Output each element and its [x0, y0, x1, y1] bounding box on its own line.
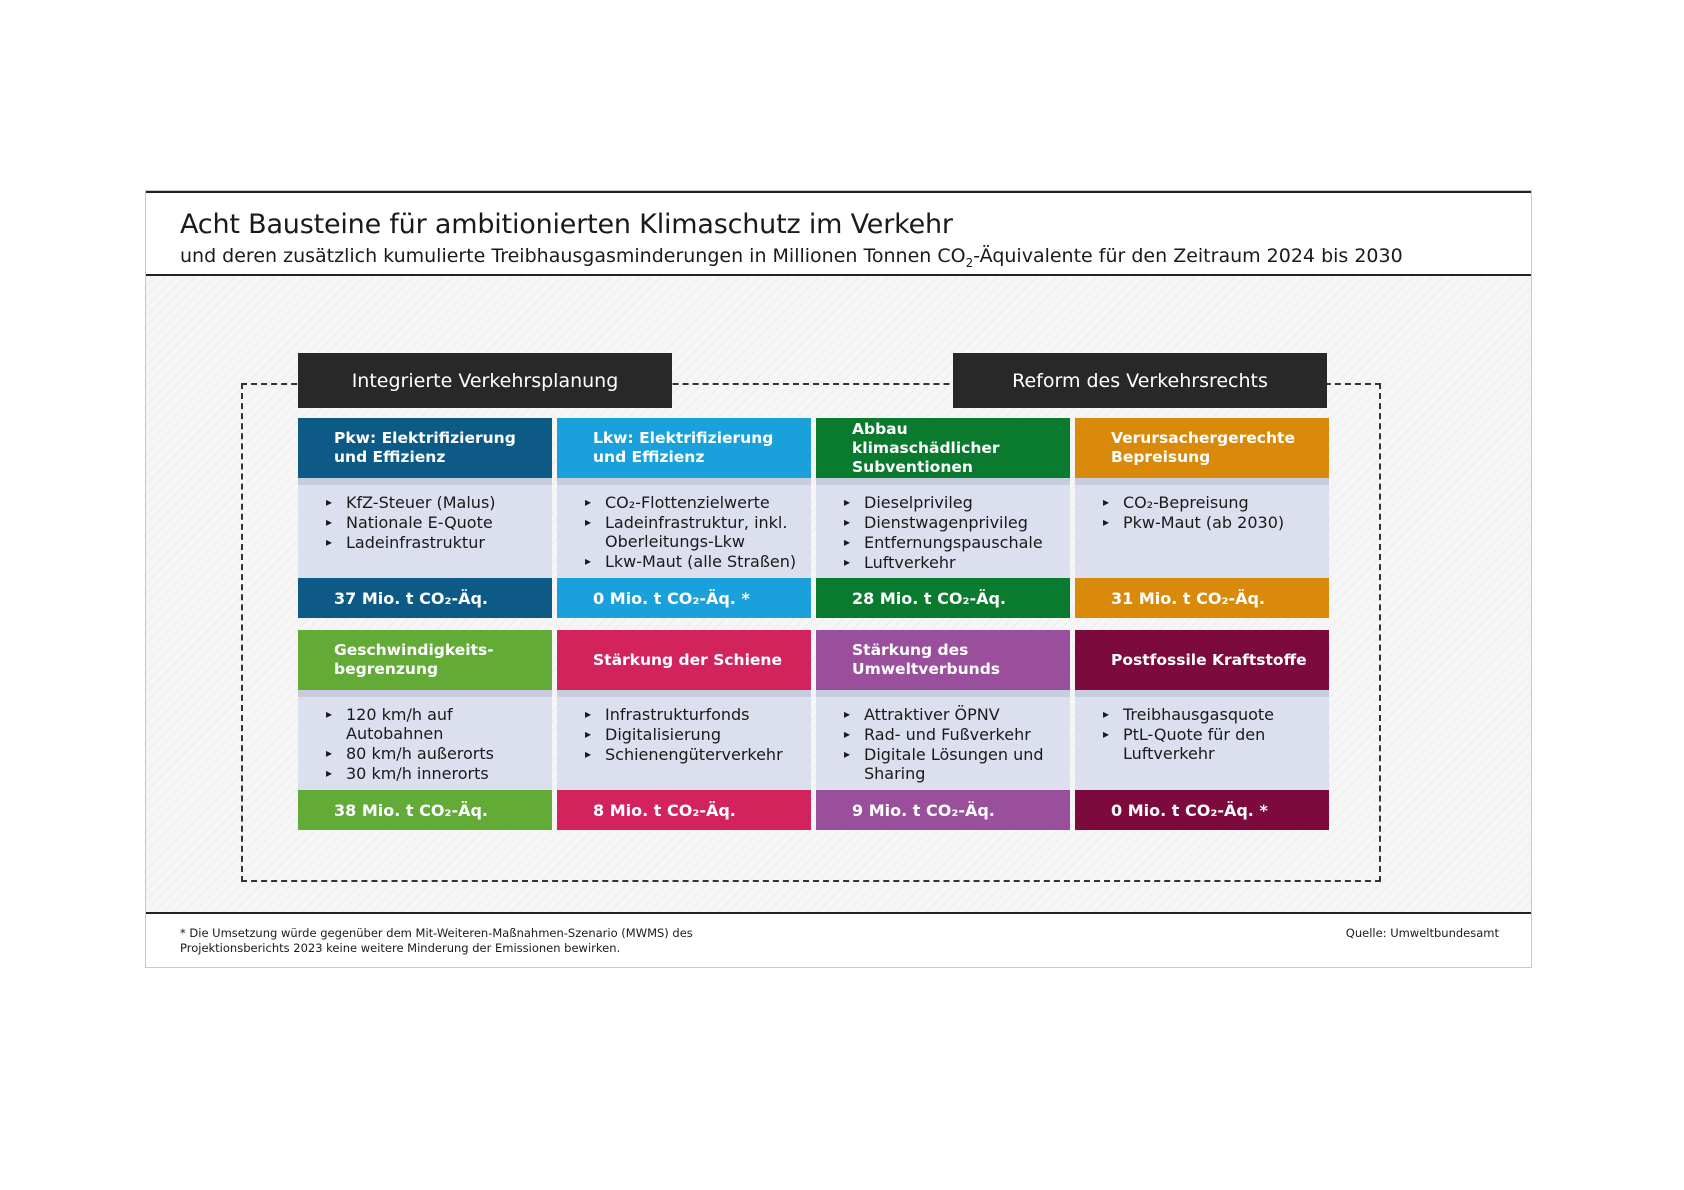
card-measures [298, 478, 552, 578]
card-reduction-value: 31 Mio. t CO₂-Äq. [1075, 578, 1329, 618]
header [146, 191, 1531, 276]
building-block-card [1075, 418, 1329, 618]
building-block-card [1075, 630, 1329, 830]
footer-divider [146, 912, 1531, 914]
measure-item: ▸ Entfernungspauschale [844, 533, 1060, 552]
subtitle [180, 245, 1403, 270]
subtitle-text-end: -Äquivalente für den Zeitraum 2024 bis 2030 [973, 245, 1403, 267]
measure-item: ▸ Digitalisierung [585, 725, 801, 744]
measure-item: ▸ 120 km/h auf Autobahnen [326, 705, 542, 743]
group-bar-traffic-law-reform [953, 353, 1327, 408]
building-block-card [298, 630, 552, 830]
measure-item: ▸ Pkw-Maut (ab 2030) [1103, 513, 1319, 532]
building-block-card [557, 418, 811, 618]
measure-item: ▸ Treibhausgasquote [1103, 705, 1319, 724]
card-title: Lkw: Elektrifizierung und Effizienz [557, 418, 811, 478]
card-title: Geschwindigkeits-begrenzung [298, 630, 552, 690]
group-bar-integrated-planning [298, 353, 672, 408]
group-label: Integrierte Verkehrsplanung [351, 369, 619, 392]
measure-item: ▸ Rad- und Fußverkehr [844, 725, 1060, 744]
measure-item: ▸ Luftverkehr [844, 553, 1060, 572]
measure-item: ▸ Lkw-Maut (alle Straßen) [585, 552, 801, 571]
building-block-card [816, 418, 1070, 618]
measure-item: ▸ 30 km/h innerorts [326, 764, 542, 783]
footnote: * Die Umsetzung würde gegenüber dem Mit-Weiteren-Maßnahmen-Szenario (MWMS) des Projektionsberichts 2023 keine weitere Minderung der Emissionen bewirken. [180, 926, 693, 955]
card-reduction-value: 38 Mio. t CO₂-Äq. [298, 790, 552, 830]
building-block-card [816, 630, 1070, 830]
card-title: Verursachergerechte Bepreisung [1075, 418, 1329, 478]
measure-item: ▸ Dienstwagenprivileg [844, 513, 1060, 532]
card-title: Stärkung der Schiene [557, 630, 811, 690]
card-reduction-value: 37 Mio. t CO₂-Äq. [298, 578, 552, 618]
card-reduction-value: 9 Mio. t CO₂-Äq. [816, 790, 1070, 830]
card-measures [557, 478, 811, 578]
building-block-card [298, 418, 552, 618]
measure-item: ▸ Digitale Lösungen und Sharing [844, 745, 1060, 783]
card-title: Abbau klimaschädlicher Subventionen [816, 418, 1070, 478]
measure-item: ▸ Ladeinfrastruktur [326, 533, 542, 552]
infographic [145, 190, 1532, 968]
card-measures [816, 690, 1070, 790]
measure-item: ▸ Ladeinfrastruktur, inkl. Oberleitungs-Lkw [585, 513, 801, 551]
measure-item: ▸ Nationale E-Quote [326, 513, 542, 532]
card-reduction-value: 0 Mio. t CO₂-Äq. * [1075, 790, 1329, 830]
source-note: Quelle: Umweltbundesamt [1345, 926, 1499, 940]
card-measures [298, 690, 552, 790]
subtitle-subscript: 2 [965, 255, 974, 270]
card-title: Stärkung des Umweltverbunds [816, 630, 1070, 690]
card-measures [557, 690, 811, 790]
card-measures [816, 478, 1070, 578]
measure-item: ▸ KfZ-Steuer (Malus) [326, 493, 542, 512]
measure-item: ▸ 80 km/h außerorts [326, 744, 542, 763]
card-measures [1075, 690, 1329, 790]
building-block-card [557, 630, 811, 830]
card-reduction-value: 8 Mio. t CO₂-Äq. [557, 790, 811, 830]
subtitle-text: und deren zusätzlich kumulierte Treibhausgasminderungen in Millionen Tonnen CO [180, 245, 966, 267]
card-title: Postfossile Kraftstoffe [1075, 630, 1329, 690]
measure-item: ▸ CO₂-Flottenzielwerte [585, 493, 801, 512]
measure-item: ▸ CO₂-Bepreisung [1103, 493, 1319, 512]
card-reduction-value: 28 Mio. t CO₂-Äq. [816, 578, 1070, 618]
measure-item: ▸ Infrastrukturfonds [585, 705, 801, 724]
measure-item: ▸ PtL-Quote für den Luftverkehr [1103, 725, 1319, 763]
page-title: Acht Bausteine für ambitionierten Klimaschutz im Verkehr [180, 209, 953, 240]
measure-item: ▸ Attraktiver ÖPNV [844, 705, 1060, 724]
card-measures [1075, 478, 1329, 578]
card-title: Pkw: Elektrifizierung und Effizienz [298, 418, 552, 478]
group-label: Reform des Verkehrsrechts [1012, 369, 1268, 392]
measure-item: ▸ Dieselprivileg [844, 493, 1060, 512]
card-reduction-value: 0 Mio. t CO₂-Äq. * [557, 578, 811, 618]
measure-item: ▸ Schienengüterverkehr [585, 745, 801, 764]
